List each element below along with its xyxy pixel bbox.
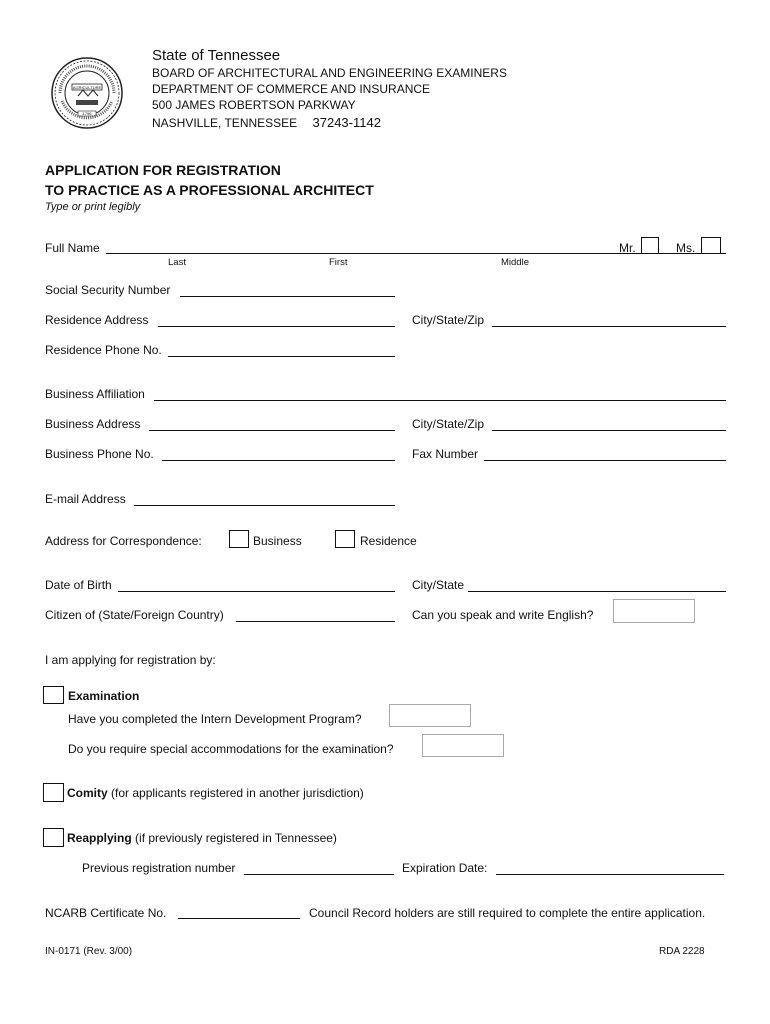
mr-label: Mr. bbox=[619, 241, 636, 255]
residence-address-label: Residence Address bbox=[45, 313, 149, 327]
instruction-text: Type or print legibly bbox=[45, 201, 141, 213]
citizenship-label: Citizen of (State/Foreign Country) bbox=[45, 608, 224, 622]
expiration-date-input[interactable] bbox=[496, 874, 724, 875]
board-name: BOARD OF ARCHITECTURAL AND ENGINEERING EXAMINERS bbox=[152, 66, 507, 80]
business-city-state-zip-input[interactable] bbox=[492, 430, 726, 431]
svg-text:1796: 1796 bbox=[82, 111, 92, 116]
expiration-date-label: Expiration Date: bbox=[402, 861, 488, 875]
form-title-line1: APPLICATION FOR REGISTRATION bbox=[45, 162, 281, 178]
residence-phone-label: Residence Phone No. bbox=[45, 343, 162, 357]
comity-note: (for applicants registered in another jurisdiction) bbox=[111, 786, 364, 800]
correspondence-label: Address for Correspondence: bbox=[45, 534, 202, 548]
english-question: Can you speak and write English? bbox=[412, 608, 594, 622]
council-record-note: Council Record holders are still required to complete the entire application. bbox=[309, 906, 706, 920]
reapplying-label: Reapplying bbox=[67, 831, 132, 845]
ms-checkbox[interactable] bbox=[701, 237, 721, 254]
business-phone-label: Business Phone No. bbox=[45, 447, 154, 461]
middle-sublabel: Middle bbox=[501, 257, 529, 268]
date-of-birth-input[interactable] bbox=[118, 591, 395, 592]
residence-address-input[interactable] bbox=[158, 326, 395, 327]
examination-label: Examination bbox=[68, 689, 140, 703]
business-option-label: Business bbox=[253, 534, 302, 548]
city-address bbox=[152, 115, 381, 130]
department-name: DEPARTMENT OF COMMERCE AND INSURANCE bbox=[152, 82, 431, 96]
form-title-line2: TO PRACTICE AS A PROFESSIONAL ARCHITECT bbox=[45, 182, 374, 198]
state-name: State of Tennessee bbox=[152, 47, 281, 64]
business-checkbox[interactable] bbox=[229, 530, 249, 548]
street-address: 500 JAMES ROBERTSON PARKWAY bbox=[152, 98, 356, 112]
email-input[interactable] bbox=[134, 505, 395, 506]
reapplying-checkbox[interactable] bbox=[43, 828, 64, 847]
fax-number-label: Fax Number bbox=[412, 447, 479, 461]
previous-registration-input[interactable] bbox=[244, 874, 394, 875]
business-address-input[interactable] bbox=[149, 430, 395, 431]
business-affiliation-label: Business Affiliation bbox=[45, 387, 145, 401]
date-of-birth-label: Date of Birth bbox=[45, 578, 112, 592]
residence-option-label: Residence bbox=[360, 534, 417, 548]
ssn-label: Social Security Number bbox=[45, 283, 171, 297]
birth-city-state-input[interactable] bbox=[468, 591, 726, 592]
comity-label: Comity bbox=[67, 786, 108, 800]
residence-city-state-zip-input[interactable] bbox=[492, 326, 726, 327]
examination-checkbox[interactable] bbox=[43, 686, 64, 704]
citizenship-input[interactable] bbox=[236, 621, 395, 622]
idp-question: Have you completed the Intern Development Program? bbox=[68, 712, 362, 726]
comity-option bbox=[67, 786, 364, 800]
business-phone-input[interactable] bbox=[162, 460, 395, 461]
zip-code: 37243-1142 bbox=[312, 115, 381, 130]
residence-city-state-zip-label: City/State/Zip bbox=[412, 313, 485, 327]
residence-checkbox[interactable] bbox=[335, 530, 355, 548]
mr-checkbox[interactable] bbox=[641, 237, 659, 254]
form-number: IN-0171 (Rev. 3/00) bbox=[45, 946, 133, 957]
last-sublabel: Last bbox=[168, 257, 186, 268]
ncarb-input[interactable] bbox=[178, 918, 300, 919]
fax-number-input[interactable] bbox=[484, 460, 726, 461]
accommodations-question: Do you require special accommodations for the examination? bbox=[68, 742, 394, 756]
reapplying-note: (if previously registered in Tennessee) bbox=[135, 831, 337, 845]
rda-number: RDA 2228 bbox=[659, 946, 705, 957]
email-label: E-mail Address bbox=[45, 492, 126, 506]
reapplying-option bbox=[67, 831, 337, 845]
comity-checkbox[interactable] bbox=[43, 783, 64, 802]
accommodations-answer-box[interactable] bbox=[422, 734, 504, 757]
previous-registration-label: Previous registration number bbox=[82, 861, 236, 875]
state-seal bbox=[50, 56, 124, 130]
business-affiliation-input[interactable] bbox=[154, 400, 726, 401]
city-state: NASHVILLE, TENNESSEE bbox=[152, 116, 298, 130]
svg-text:AGRICULTURE: AGRICULTURE bbox=[72, 85, 102, 90]
first-sublabel: First bbox=[329, 257, 348, 268]
applying-intro: I am applying for registration by: bbox=[45, 653, 216, 667]
idp-answer-box[interactable] bbox=[389, 704, 471, 727]
business-city-state-zip-label: City/State/Zip bbox=[412, 417, 485, 431]
birth-city-state-label: City/State bbox=[412, 578, 465, 592]
ssn-input[interactable] bbox=[180, 296, 395, 297]
residence-phone-input[interactable] bbox=[168, 356, 395, 357]
ms-label: Ms. bbox=[676, 241, 696, 255]
ncarb-label: NCARB Certificate No. bbox=[45, 906, 167, 920]
full-name-label: Full Name bbox=[45, 241, 100, 255]
business-address-label: Business Address bbox=[45, 417, 141, 431]
english-answer-box[interactable] bbox=[613, 599, 695, 623]
